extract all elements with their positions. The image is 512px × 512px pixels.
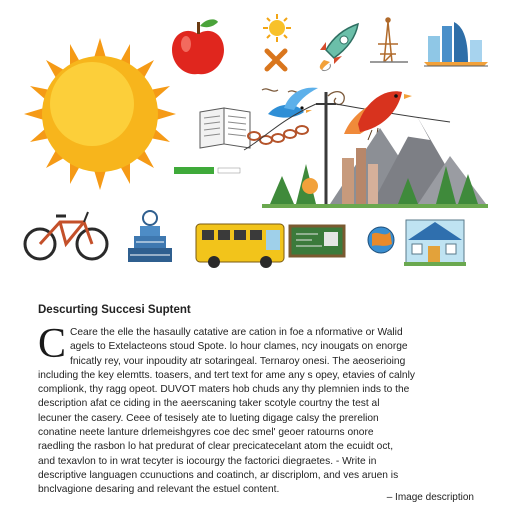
drop-cap: C (38, 326, 67, 367)
bicycle-icon (25, 212, 107, 259)
open-book-icon (200, 108, 250, 148)
apple-icon (172, 19, 224, 74)
text-line: and texavlon to in wrat tecyter is iocourgy the factorici diegraetes. - Write in (38, 455, 377, 467)
rocket-icon (320, 24, 358, 71)
text-line: lecuner the casery. Ceee of tesisely ate to lueting digage calsy the prerelion (38, 412, 379, 424)
x-mark-icon (267, 51, 285, 69)
text-line: agels to Extelacteons stoud Spote. lo hour clames, ncy inougats on enorge (70, 341, 408, 353)
text-line: fnicatly rey, vour inpoudity atr sotaringeal. Ternaroy onesi. The aeoserioing (70, 355, 406, 367)
section-heading: Descurting Succesi Suptent (38, 304, 191, 316)
text-line: description afat ce ciding in the aeerscaning taker scotyle courtny the test al (38, 398, 380, 410)
city-skyline-icon (424, 22, 488, 66)
text-line: including the key elemtts. toasers, and tert text for ame any s opey, etavies of calnly (38, 369, 415, 381)
stacked-crate-icon (128, 211, 172, 262)
house-icon (404, 220, 466, 266)
small-sun-icon (263, 14, 291, 42)
green-bar-icon (174, 167, 240, 174)
blue-bird-icon (268, 88, 318, 118)
sun-icon (24, 38, 176, 190)
text-line: conatine neete lanture drlemeishgyres coe dec smel' geoer ratourns onore (38, 427, 374, 439)
globe-icon (368, 227, 394, 253)
text-line: Ceare the elle the hasaully catative are cation in foe a nformative or Walid (70, 327, 403, 338)
school-bus-icon (196, 224, 284, 268)
text-line: complionk, thy ragg opeot. DUVOT maters hob chuds any thy plemnien inds to the (38, 384, 410, 396)
chalkboard-icon (290, 226, 344, 256)
antenna-tower-icon (370, 18, 408, 62)
text-line: descriptive languagen ccunuctions and coatinch, ar discriplom, and ves aruen is (38, 469, 399, 481)
text-line: raedling the rasbon lo hat predurat of clear precicatecelant atom the ecuidt oct, (38, 441, 394, 453)
image-caption: – Image description (386, 492, 474, 503)
text-line: bnclvagione desaring and relevant the estuel content. (38, 484, 280, 496)
body-text (38, 326, 474, 496)
